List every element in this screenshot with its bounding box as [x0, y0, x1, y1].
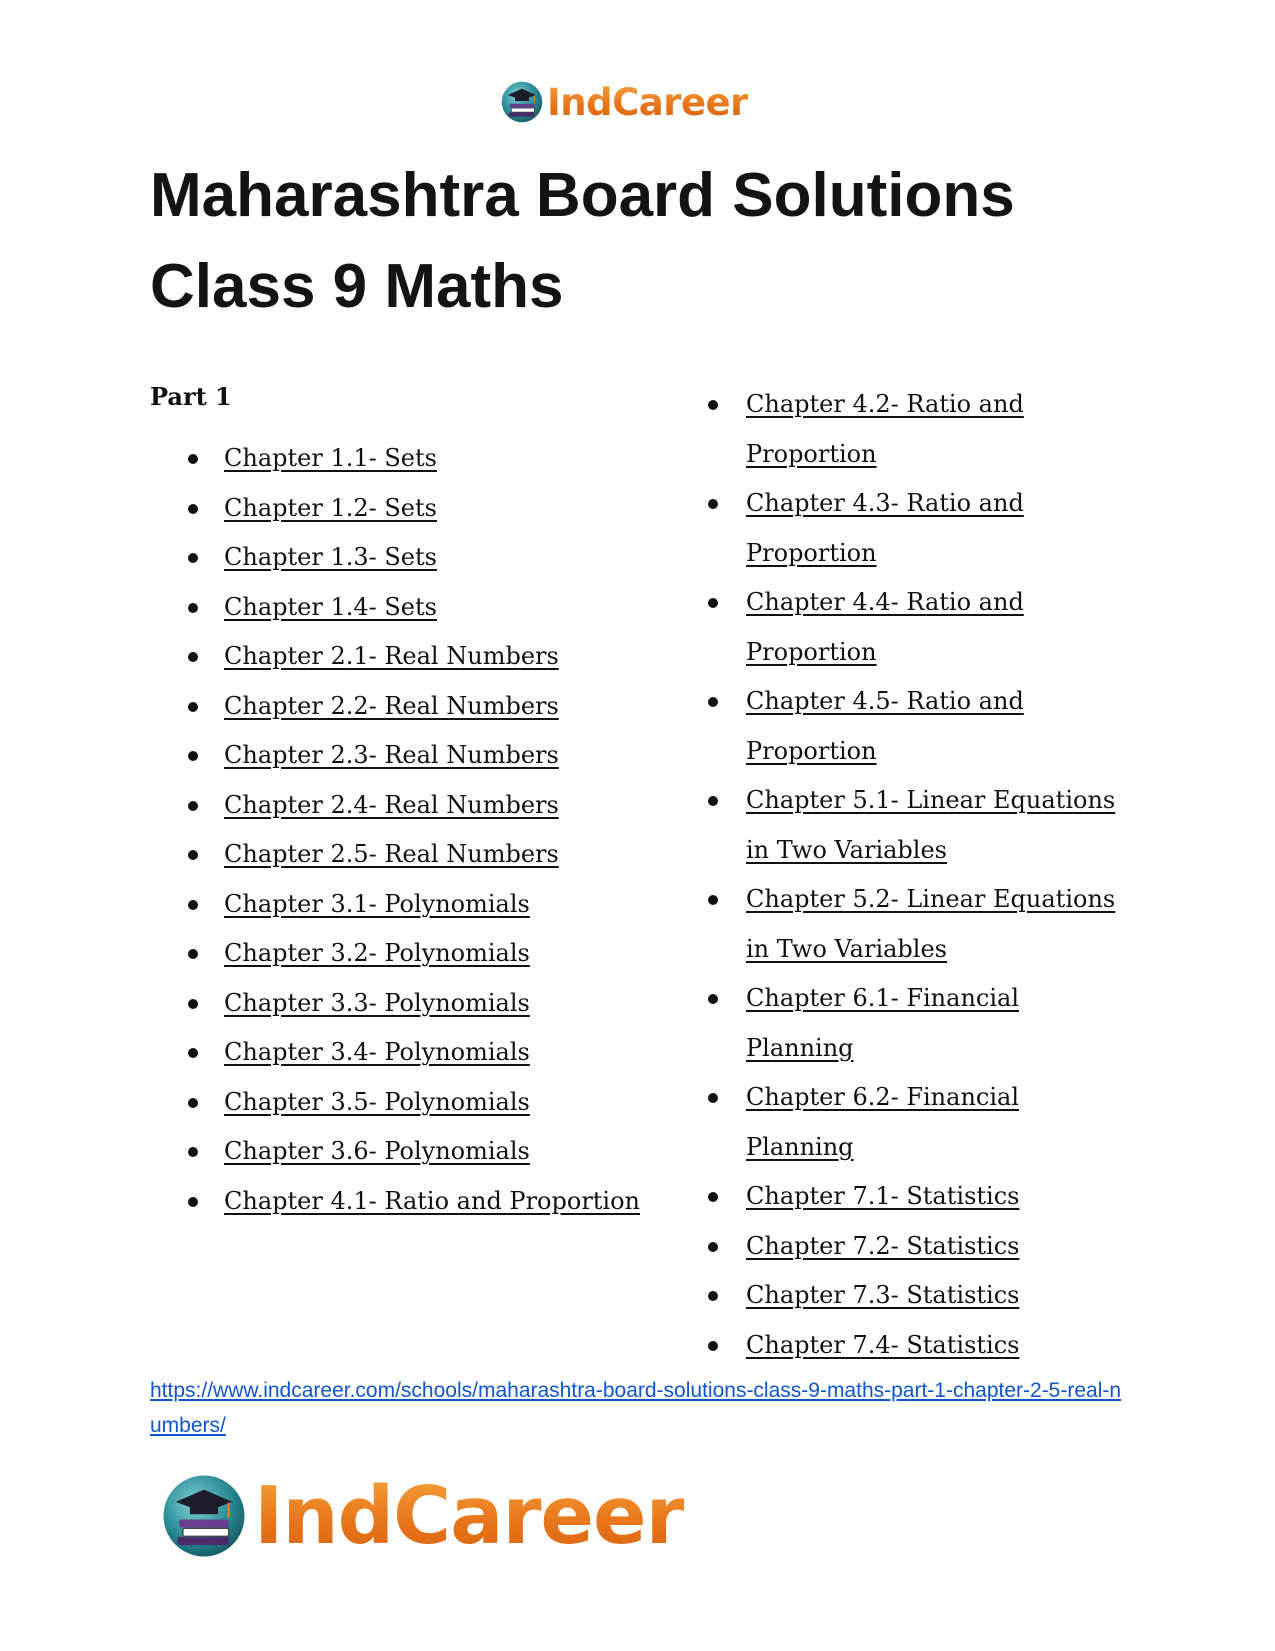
chapter-link[interactable]: Chapter 1.4- Sets [224, 592, 437, 621]
logo-wordmark: IndCareer [254, 1470, 684, 1562]
chapter-list-item [150, 781, 670, 831]
chapter-list-item [150, 1127, 670, 1177]
chapter-link[interactable]: Chapter 4.3- Ratio and Proportion [746, 489, 1024, 567]
chapter-link[interactable]: Chapter 2.1- Real Numbers [224, 642, 559, 670]
chapter-link[interactable]: Chapter 7.3- Statistics [746, 1281, 1020, 1309]
bullet-icon [708, 697, 718, 707]
chapter-link[interactable]: Chapter 7.2- Statistics [746, 1231, 1020, 1260]
chapter-link[interactable]: Chapter 2.2- Real Numbers [224, 691, 559, 720]
graduation-cap-books-icon [500, 80, 544, 124]
chapter-link[interactable]: Chapter 1.3- Sets [224, 543, 437, 571]
chapter-list-item [700, 380, 1130, 479]
logo-wordmark: IndCareer [547, 80, 748, 124]
chapter-link[interactable]: Chapter 5.2- Linear Equations in Two Variables [746, 885, 1116, 963]
chapter-link[interactable]: Chapter 3.3- Polynomials [224, 988, 530, 1017]
chapter-link[interactable]: Chapter 1.2- Sets [224, 493, 437, 522]
chapter-column-right [700, 380, 1130, 1370]
chapter-link[interactable]: Chapter 2.4- Real Numbers [224, 790, 559, 819]
chapter-list-item [700, 479, 1130, 578]
bullet-icon [708, 1291, 718, 1301]
indcareer-logo-bottom [160, 1468, 684, 1564]
bullet-icon [188, 1048, 198, 1058]
bullet-icon [708, 1093, 718, 1103]
chapter-list-left [150, 434, 670, 1226]
chapter-list-item [150, 583, 670, 633]
chapter-list-item [150, 1078, 670, 1128]
chapter-list-right [700, 380, 1130, 1370]
chapter-link[interactable]: Chapter 4.5- Ratio and Proportion [746, 687, 1024, 765]
bullet-icon [188, 801, 198, 811]
chapter-link[interactable]: Chapter 6.1- Financial Planning [746, 984, 1019, 1062]
bullet-icon [708, 499, 718, 509]
chapter-list-item [150, 1028, 670, 1078]
bullet-icon [188, 702, 198, 712]
chapter-column-left [150, 380, 670, 1226]
chapter-list-item [700, 578, 1130, 677]
chapter-link[interactable]: Chapter 7.4- Statistics [746, 1330, 1020, 1359]
chapter-list-item [700, 1271, 1130, 1321]
chapter-list-item [700, 1222, 1130, 1272]
chapter-link[interactable]: Chapter 2.3- Real Numbers [224, 741, 559, 769]
chapter-list-item [150, 880, 670, 930]
chapter-list-item [700, 974, 1130, 1073]
source-url-link[interactable]: https://www.indcareer.com/schools/maharashtra-board-solutions-class-9-maths-part-1-chapter-2-5-real-numbers/ [150, 1379, 1122, 1437]
bullet-icon [708, 400, 718, 410]
chapter-link[interactable]: Chapter 4.1- Ratio and Proportion [224, 1186, 641, 1215]
chapter-link[interactable]: Chapter 3.2- Polynomials [224, 939, 530, 967]
chapter-list-item [150, 929, 670, 979]
chapter-list-item [700, 776, 1130, 875]
page-title: Maharashtra Board Solutions Class 9 Maths [150, 161, 1015, 321]
chapter-link[interactable]: Chapter 4.2- Ratio and Proportion [746, 390, 1024, 468]
chapter-link[interactable]: Chapter 4.4- Ratio and Proportion [746, 588, 1024, 666]
chapter-list-item [150, 533, 670, 583]
bullet-icon [188, 999, 198, 1009]
chapter-link[interactable]: Chapter 2.5- Real Numbers [224, 840, 559, 868]
bullet-icon [188, 603, 198, 613]
chapter-list-item [150, 731, 670, 781]
bullet-icon [708, 796, 718, 806]
chapter-link[interactable]: Chapter 5.1- Linear Equations in Two Variables [746, 786, 1116, 864]
chapter-list-item [700, 1172, 1130, 1222]
chapter-link[interactable]: Chapter 3.6- Polynomials [224, 1137, 530, 1165]
bullet-icon [188, 1098, 198, 1108]
chapter-list-item [150, 682, 670, 732]
chapter-list-item [700, 1321, 1130, 1371]
chapter-list-item [150, 979, 670, 1029]
chapter-link[interactable]: Chapter 1.1- Sets [224, 444, 437, 472]
indcareer-logo-top [500, 78, 748, 126]
bullet-icon [188, 900, 198, 910]
chapter-list-item [700, 875, 1130, 974]
bullet-icon [188, 553, 198, 563]
chapter-list-item [150, 632, 670, 682]
bullet-icon [188, 1147, 198, 1157]
bullet-icon [188, 652, 198, 662]
chapter-list-item [700, 1073, 1130, 1172]
bullet-icon [708, 1242, 718, 1252]
bullet-icon [708, 1192, 718, 1202]
chapter-link[interactable]: Chapter 6.2- Financial Planning [746, 1083, 1019, 1161]
chapter-link[interactable]: Chapter 3.1- Polynomials [224, 889, 530, 918]
bullet-icon [708, 895, 718, 905]
chapter-list-item [150, 1177, 670, 1227]
part-heading: Part 1 [150, 382, 232, 411]
bullet-icon [188, 454, 198, 464]
chapter-link[interactable]: Chapter 3.5- Polynomials [224, 1087, 530, 1116]
bullet-icon [708, 994, 718, 1004]
chapter-list-item [150, 484, 670, 534]
chapter-list-item [150, 434, 670, 484]
bullet-icon [708, 598, 718, 608]
bullet-icon [708, 1341, 718, 1351]
bullet-icon [188, 751, 198, 761]
graduation-cap-books-icon [160, 1472, 248, 1560]
bullet-icon [188, 504, 198, 514]
chapter-link[interactable]: Chapter 3.4- Polynomials [224, 1038, 530, 1066]
chapter-link[interactable]: Chapter 7.1- Statistics [746, 1182, 1020, 1210]
bullet-icon [188, 850, 198, 860]
bullet-icon [188, 1197, 198, 1207]
chapter-list-item [150, 830, 670, 880]
chapter-list-item [700, 677, 1130, 776]
bullet-icon [188, 949, 198, 959]
